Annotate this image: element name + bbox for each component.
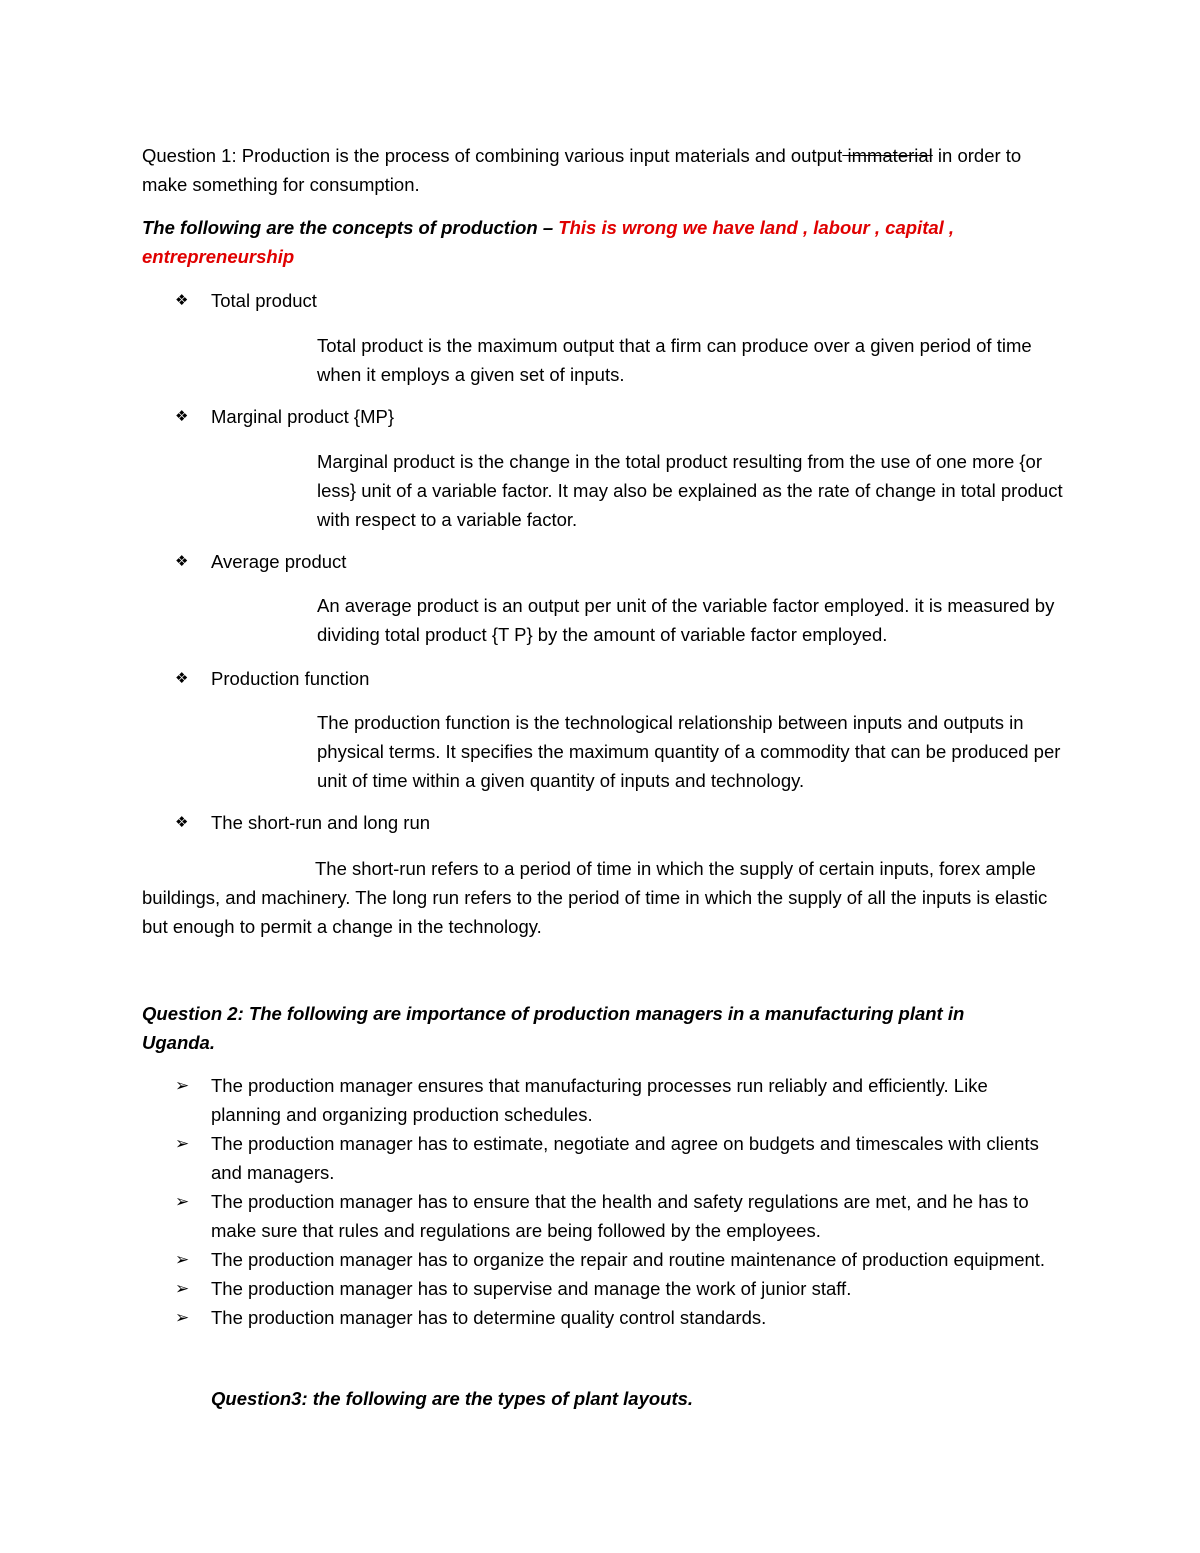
question-2-heading: Question 2: The following are importance of production managers in a manufacturing plant in Uganda. bbox=[142, 1003, 965, 1053]
list-item-text: The production manager has to determine quality control standards. bbox=[211, 1307, 767, 1328]
list-item-text: The production manager has to ensure that the health and safety regulations are met, and he has to make sure that rules and regulations are being followed by the employees. bbox=[211, 1191, 1029, 1241]
concept-title: Marginal product {MP} bbox=[211, 406, 395, 427]
diamond-bullet-icon: ❖ bbox=[175, 292, 189, 309]
list-item bbox=[175, 1303, 1055, 1332]
concept-description: An average product is an output per unit of the variable factor employed. it is measured by dividing total product {T P} by the amount of variable factor employed. bbox=[317, 595, 1055, 645]
list-item bbox=[175, 1071, 1055, 1129]
list-item bbox=[175, 1274, 1055, 1303]
concept-description: Marginal product is the change in the total product resulting from the use of one more {or less} unit of a variable factor. It may also be explained as the rate of change in total product with respect to a variable factor. bbox=[317, 451, 1063, 530]
concept-description: The short-run refers to a period of time in which the supply of certain inputs, forex ample buildings, and machinery. The long run refers to the period of time in which the supply of all the inputs is elastic but enough to permit a change in the technology. bbox=[142, 858, 1048, 937]
concept-item-average-product bbox=[175, 547, 347, 576]
list-item-text: The production manager has to estimate, negotiate and agree on budgets and timescales with clients and managers. bbox=[211, 1133, 1039, 1183]
diamond-bullet-icon: ❖ bbox=[175, 814, 189, 831]
diamond-bullet-icon: ❖ bbox=[175, 553, 189, 570]
list-item-text: The production manager ensures that manufacturing processes run reliably and efficiently. Like planning and organizing production schedules. bbox=[211, 1075, 988, 1125]
concepts-heading bbox=[142, 213, 1072, 271]
arrow-bullet-icon: ➢ bbox=[175, 1279, 190, 1298]
reviewer-note: This is wrong we have land , labour , capital , entrepreneurship bbox=[142, 217, 955, 267]
concept-item-total-product bbox=[175, 286, 317, 315]
list-item bbox=[175, 1187, 1055, 1245]
arrow-bullet-icon: ➢ bbox=[175, 1250, 190, 1269]
list-item-text: The production manager has to supervise and manage the work of junior staff. bbox=[211, 1278, 852, 1299]
concept-title: Total product bbox=[211, 290, 317, 311]
concept-item-marginal-product bbox=[175, 402, 395, 431]
arrow-bullet-icon: ➢ bbox=[175, 1308, 190, 1327]
concept-item-short-run-long-run bbox=[175, 808, 431, 837]
list-item-text: The production manager has to organize the repair and routine maintenance of production equipment. bbox=[211, 1249, 1046, 1270]
arrow-bullet-icon: ➢ bbox=[175, 1134, 190, 1153]
concept-title: Average product bbox=[211, 551, 347, 572]
list-item bbox=[175, 1245, 1055, 1274]
question-1-intro-text: Question 1: Production is the process of combining various input materials and output bbox=[142, 145, 843, 166]
question-3-heading: Question3: the following are the types of plant layouts. bbox=[211, 1388, 694, 1409]
arrow-bullet-icon: ➢ bbox=[175, 1192, 190, 1211]
question-2-list bbox=[175, 1071, 1055, 1332]
concept-description: Total product is the maximum output that a firm can produce over a given period of time when it employs a given set of inputs. bbox=[317, 335, 1032, 385]
concept-item-production-function bbox=[175, 664, 370, 693]
question-1-intro bbox=[142, 141, 1062, 199]
diamond-bullet-icon: ❖ bbox=[175, 408, 189, 425]
concept-title: The short-run and long run bbox=[211, 812, 431, 833]
struck-through-word: immaterial bbox=[842, 145, 933, 166]
arrow-bullet-icon: ➢ bbox=[175, 1076, 190, 1095]
concept-title: Production function bbox=[211, 668, 370, 689]
question-1-intro-text-end: in order to make something for consumption. bbox=[142, 145, 1022, 195]
list-item bbox=[175, 1129, 1055, 1187]
concepts-heading-text: The following are the concepts of production – bbox=[142, 217, 559, 238]
concept-description: The production function is the technological relationship between inputs and outputs in physical terms. It specifies the maximum quantity of a commodity that can be produced per unit of time within a given quantity of inputs and technology. bbox=[317, 712, 1061, 791]
diamond-bullet-icon: ❖ bbox=[175, 670, 189, 687]
